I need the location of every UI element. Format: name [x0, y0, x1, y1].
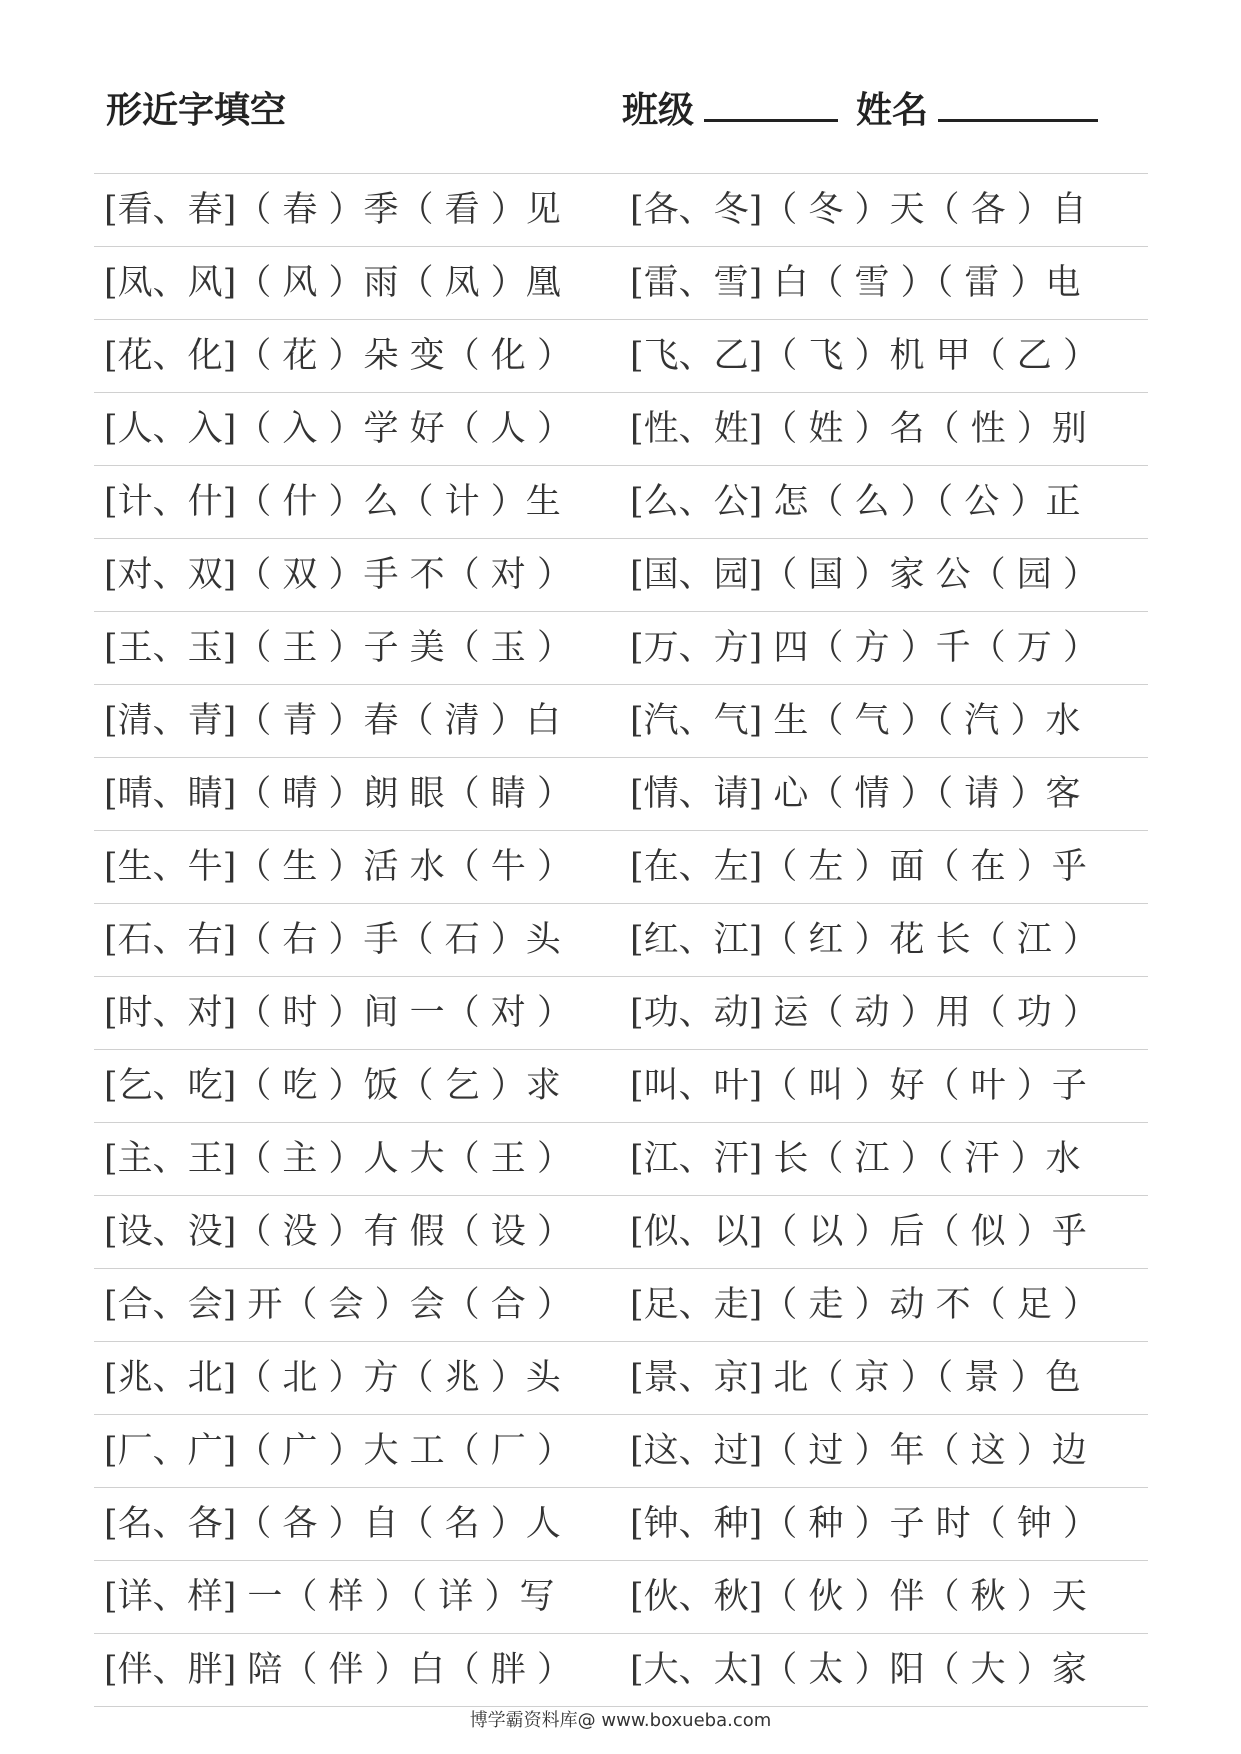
table-row: [94, 466, 1148, 539]
exercise-right: [飞、乙]（ 飞 ）机 甲（ 乙 ）: [630, 336, 1098, 376]
page-title: 形近字填空: [106, 90, 287, 131]
table-row: [94, 247, 1148, 320]
name-label: 姓名: [856, 90, 929, 131]
table-row: [94, 1269, 1148, 1342]
table-row: [94, 977, 1148, 1050]
exercise-right: [国、园]（ 国 ）家 公（ 园 ）: [630, 555, 1098, 595]
class-blank-line: [704, 89, 838, 122]
worksheet-header: [106, 82, 1106, 142]
exercise-right: [情、请] 心（ 情 ）（ 请 ）客: [630, 774, 1081, 814]
table-row: [94, 1342, 1148, 1415]
exercise-left: [看、春]（ 春 ）季（ 看 ）见: [104, 190, 561, 230]
exercise-left: [时、对]（ 时 ）间 一（ 对 ）: [104, 993, 572, 1033]
table-row: [94, 1123, 1148, 1196]
exercise-left: [名、各]（ 各 ）自（ 名 ）人: [104, 1504, 561, 1544]
exercise-right: [汽、气] 生（ 气 ）（ 汽 ）水: [630, 701, 1081, 741]
table-row: [94, 539, 1148, 612]
exercise-left: [人、入]（ 入 ）学 好（ 人 ）: [104, 409, 572, 449]
exercise-left: [计、什]（ 什 ）么（ 计 ）生: [104, 482, 561, 522]
table-row: [94, 1561, 1148, 1634]
exercise-right: [在、左]（ 左 ）面（ 在 ）乎: [630, 847, 1087, 887]
exercise-left: [王、玉]（ 王 ）子 美（ 玉 ）: [104, 628, 572, 668]
exercise-right: [足、走]（ 走 ）动 不（ 足 ）: [630, 1285, 1098, 1325]
class-field: [622, 82, 838, 133]
exercise-left: [花、化]（ 花 ）朵 变（ 化 ）: [104, 336, 572, 376]
table-row: [94, 758, 1148, 831]
exercise-right: [钟、种]（ 种 ）子 时（ 钟 ）: [630, 1504, 1098, 1544]
table-row: [94, 1415, 1148, 1488]
class-label: 班级: [622, 90, 695, 131]
exercise-left: [乞、吃]（ 吃 ）饭（ 乞 ）求: [104, 1066, 561, 1106]
table-row: [94, 685, 1148, 758]
exercise-right: [江、汗] 长（ 江 ）（ 汗 ）水: [630, 1139, 1081, 1179]
table-row: [94, 1488, 1148, 1561]
exercise-left: [清、青]（ 青 ）春（ 清 ）白: [104, 701, 561, 741]
exercise-table: [94, 173, 1148, 1707]
exercise-right: [红、江]（ 红 ）花 长（ 江 ）: [630, 920, 1098, 960]
exercise-right: [似、以]（ 以 ）后（ 似 ）乎: [630, 1212, 1087, 1252]
exercise-right: [伙、秋]（ 伙 ）伴（ 秋 ）天: [630, 1577, 1087, 1617]
exercise-right: [功、动] 运（ 动 ）用（ 功 ）: [630, 993, 1098, 1033]
exercise-left: [兆、北]（ 北 ）方（ 兆 ）头: [104, 1358, 561, 1398]
table-row: [94, 1050, 1148, 1123]
table-row: [94, 1634, 1148, 1707]
name-blank-line: [938, 89, 1098, 122]
name-field: [856, 82, 1098, 133]
exercise-right: [雷、雪] 白（ 雪 ）（ 雷 ）电: [630, 263, 1081, 303]
exercise-left: [设、没]（ 没 ）有 假（ 设 ）: [104, 1212, 572, 1252]
exercise-left: [详、样] 一（ 样 ）（ 详 ）写: [104, 1577, 555, 1617]
table-row: [94, 320, 1148, 393]
exercise-right: [大、太]（ 太 ）阳（ 大 ）家: [630, 1650, 1087, 1690]
exercise-right: [景、京] 北（ 京 ）（ 景 ）色: [630, 1358, 1081, 1398]
exercise-left: [对、双]（ 双 ）手 不（ 对 ）: [104, 555, 572, 595]
table-row: [94, 831, 1148, 904]
exercise-left: [合、会] 开（ 会 ）会（ 合 ）: [104, 1285, 572, 1325]
exercise-right: [性、姓]（ 姓 ）名（ 性 ）别: [630, 409, 1087, 449]
table-row: [94, 904, 1148, 977]
table-row: [94, 174, 1148, 247]
exercise-left: [厂、广]（ 广 ）大 工（ 厂 ）: [104, 1431, 572, 1471]
exercise-right: [万、方] 四（ 方 ）千（ 万 ）: [630, 628, 1098, 668]
exercise-left: [主、王]（ 主 ）人 大（ 王 ）: [104, 1139, 572, 1179]
table-row: [94, 612, 1148, 685]
exercise-right: [这、过]（ 过 ）年（ 这 ）边: [630, 1431, 1087, 1471]
exercise-left: [伴、胖] 陪（ 伴 ）白（ 胖 ）: [104, 1650, 572, 1690]
footer-watermark: 博学霸资料库@ www.boxueba.com: [469, 1710, 772, 1731]
exercise-left: [石、右]（ 右 ）手（ 石 ）头: [104, 920, 561, 960]
exercise-right: [叫、叶]（ 叫 ）好（ 叶 ）子: [630, 1066, 1087, 1106]
exercise-left: [晴、睛]（ 晴 ）朗 眼（ 睛 ）: [104, 774, 572, 814]
table-row: [94, 1196, 1148, 1269]
exercise-right: [各、冬]（ 冬 ）天（ 各 ）自: [630, 190, 1087, 230]
table-row: [94, 393, 1148, 466]
exercise-right: [么、公] 怎（ 么 ）（ 公 ）正: [630, 482, 1081, 522]
exercise-left: [生、牛]（ 生 ）活 水（ 牛 ）: [104, 847, 572, 887]
exercise-left: [凤、风]（ 风 ）雨（ 凤 ）凰: [104, 263, 561, 303]
